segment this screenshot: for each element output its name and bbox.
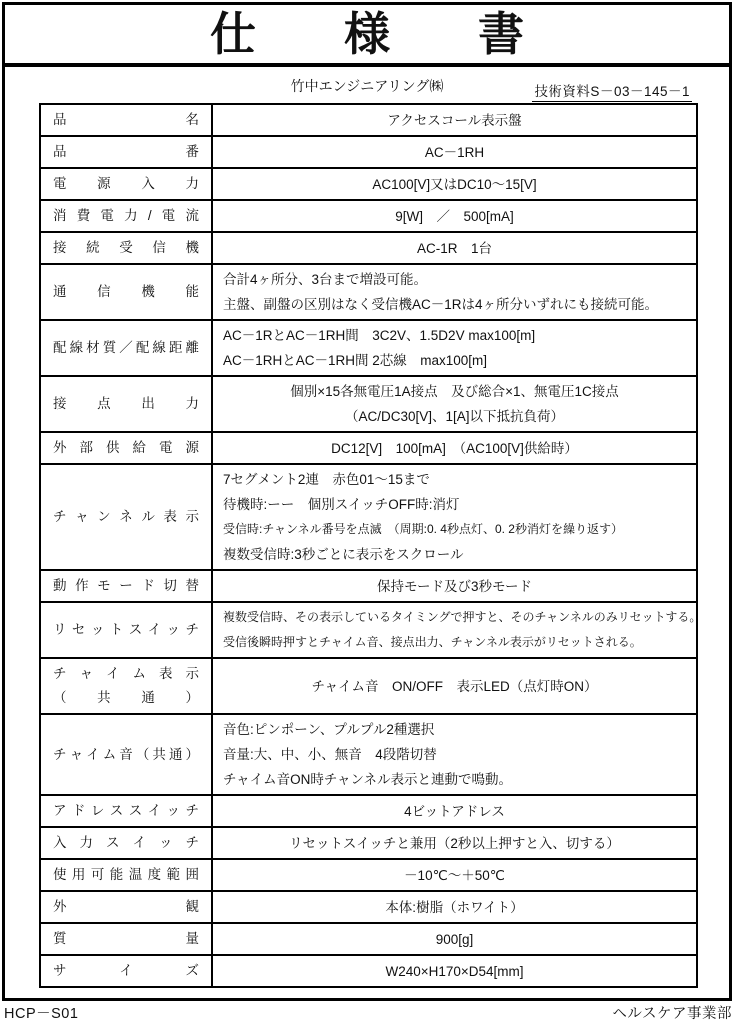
row-label-line: 外 観 xyxy=(53,899,199,914)
page-title-box xyxy=(5,5,729,65)
row-label-line: サ イ ズ xyxy=(53,963,199,978)
title-char: 書 xyxy=(478,8,524,60)
table-row xyxy=(41,321,696,377)
row-label-line: 通 信 機 能 xyxy=(53,284,199,299)
row-label-line: 使 用 可 能 温 度 範 囲 xyxy=(53,867,199,882)
row-label xyxy=(41,828,213,858)
table-row xyxy=(41,715,696,796)
row-label xyxy=(41,201,213,231)
row-label-line: （ 共 通 ） xyxy=(53,690,199,705)
row-value xyxy=(213,265,696,319)
table-row xyxy=(41,201,696,233)
row-value-line: 合計4ヶ所分、3台まで増設可能。 xyxy=(223,272,428,287)
row-label xyxy=(41,924,213,954)
row-value xyxy=(213,465,696,569)
page-title xyxy=(210,8,524,60)
row-value-line: 9[W] ／ 500[mA] xyxy=(395,208,514,224)
row-value-line: 4ビットアドレス xyxy=(404,803,505,819)
row-value-line: 音量:大、中、小、無音 4段階切替 xyxy=(223,747,437,762)
row-label-line: 消 費 電 力 / 電 流 xyxy=(53,208,199,223)
row-label-line: ア ド レ ス ス イ ッ チ xyxy=(53,803,199,818)
row-label xyxy=(41,715,213,794)
row-label xyxy=(41,265,213,319)
spec-sheet-frame xyxy=(2,2,732,1001)
title-char: 様 xyxy=(344,8,390,60)
row-value xyxy=(213,860,696,890)
row-label-line: リ セ ッ ト ス イ ッ チ xyxy=(53,622,199,637)
row-value xyxy=(213,956,696,986)
row-value-line: 7セグメント2連 赤色01～15まで xyxy=(223,472,430,487)
row-value-line: 待機時:ーー 個別スイッチOFF時:消灯 xyxy=(223,497,460,512)
table-row xyxy=(41,465,696,571)
spec-sheet-body xyxy=(5,65,729,979)
row-value-line: AC－1RH xyxy=(424,144,485,160)
row-label-line: 品 名 xyxy=(53,112,199,127)
table-row xyxy=(41,105,696,137)
row-value-line: 個別×15各無電圧1A接点 及び総合×1、無電圧1C接点 xyxy=(290,384,619,399)
row-value xyxy=(213,796,696,826)
table-row xyxy=(41,169,696,201)
row-value-line: AC100[V]又はDC10～15[V] xyxy=(372,176,537,192)
row-value xyxy=(213,321,696,375)
row-label-line: 動 作 モ ー ド 切 替 xyxy=(53,578,199,593)
row-label xyxy=(41,796,213,826)
table-row xyxy=(41,265,696,321)
row-label xyxy=(41,860,213,890)
row-value-line: 受信後瞬時押すとチャイム音、接点出力、チャンネル表示がリセットされる。 xyxy=(223,635,642,649)
row-label-line: 電 源 入 力 xyxy=(53,176,199,191)
row-label xyxy=(41,571,213,601)
row-label xyxy=(41,105,213,135)
row-value-line: AC－1RとAC－1RH間 3C2V、1.5D2V max100[m] xyxy=(223,328,536,343)
row-value-line: 音色:ピンポーン、プルプル2種選択 xyxy=(223,722,435,737)
row-value-line: －10℃～＋50℃ xyxy=(404,867,505,883)
row-label xyxy=(41,233,213,263)
row-value xyxy=(213,571,696,601)
row-label xyxy=(41,169,213,199)
table-row xyxy=(41,377,696,433)
row-value-line: 900[g] xyxy=(435,931,474,947)
row-label-line: 接 点 出 力 xyxy=(53,396,199,411)
table-row xyxy=(41,233,696,265)
row-value xyxy=(213,659,696,713)
table-row xyxy=(41,956,696,986)
row-value-line: （AC/DC30[V]、1[A]以下抵抗負荷） xyxy=(344,409,565,424)
row-value-line: AC-1R 1台 xyxy=(416,240,492,256)
table-row xyxy=(41,571,696,603)
doc-code: HCP－S01 xyxy=(4,1006,79,1022)
table-row xyxy=(41,796,696,828)
row-value-line: 複数受信時、その表示しているタイミングで押すと、そのチャンネルのみリセットする。 xyxy=(223,610,702,624)
row-value-line: AC－1RHとAC－1RH間 2芯線 max100[m] xyxy=(223,353,488,368)
table-row xyxy=(41,860,696,892)
row-label-line: 外 部 供 給 電 源 xyxy=(53,440,199,455)
row-label-line: 接 続 受 信 機 xyxy=(53,240,199,255)
row-label xyxy=(41,465,213,569)
row-label-line: 品 番 xyxy=(53,144,199,159)
tech-ref-number: 技術資料S－03－145－1 xyxy=(532,80,692,102)
row-value xyxy=(213,105,696,135)
row-value xyxy=(213,603,702,657)
row-value xyxy=(213,828,696,858)
table-row xyxy=(41,659,696,715)
row-value xyxy=(213,137,696,167)
division-name: ヘルスケア事業部 xyxy=(612,1006,732,1022)
row-value-line: 受信時:チャンネル番号を点滅 （周期:0. 4秒点灯、0. 2秒消灯を繰り返す） xyxy=(223,522,623,536)
row-label xyxy=(41,956,213,986)
row-value-line: 本体:樹脂（ホワイト） xyxy=(385,899,524,915)
row-value xyxy=(213,201,696,231)
row-value-line: アクセスコール表示盤 xyxy=(387,112,522,128)
table-row xyxy=(41,924,696,956)
row-value-line: リセットスイッチと兼用（2秒以上押すと入、切する） xyxy=(289,835,620,851)
row-value xyxy=(213,433,696,463)
row-value-line: 主盤、副盤の区別はなく受信機AC－1Rは4ヶ所分いずれにも接続可能。 xyxy=(223,297,659,312)
company-name: 竹中エンジニアリング㈱ xyxy=(290,78,444,94)
row-label-line: チ ャ ン ネ ル 表 示 xyxy=(53,509,199,524)
row-value-line: W240×H170×D54[mm] xyxy=(385,963,524,979)
row-value xyxy=(213,169,696,199)
row-label-line: チ ャ イ ム 音 （ 共 通 ） xyxy=(53,746,199,762)
row-value xyxy=(213,892,696,922)
row-value xyxy=(213,924,696,954)
row-value-line: DC12[V] 100[mA] （AC100[V]供給時） xyxy=(331,440,578,456)
row-label xyxy=(41,137,213,167)
row-label xyxy=(41,892,213,922)
row-value-line: チャイム音 ON/OFF 表示LED（点灯時ON） xyxy=(311,678,598,694)
row-label-line: 質 量 xyxy=(53,931,199,946)
row-label xyxy=(41,377,213,431)
row-label xyxy=(41,321,213,375)
title-char: 仕 xyxy=(210,8,256,60)
table-row xyxy=(41,603,702,659)
row-value xyxy=(213,715,696,794)
row-label xyxy=(41,659,213,713)
row-value xyxy=(213,233,696,263)
table-row xyxy=(41,892,696,924)
row-value-line: チャイム音ON時チャンネル表示と連動で鳴動。 xyxy=(223,772,513,787)
row-label xyxy=(41,433,213,463)
row-value-line: 複数受信時:3秒ごとに表示をスクロール xyxy=(223,547,464,562)
row-value-line: 保持モード及び3秒モード xyxy=(377,578,532,594)
table-row xyxy=(41,433,696,465)
page-footer xyxy=(4,1002,732,1023)
row-label-line: チ ャ イ ム 表 示 xyxy=(53,666,199,681)
table-row xyxy=(41,137,696,169)
row-label-line: 配 線 材 質 ／ 配 線 距 離 xyxy=(53,340,199,355)
row-label xyxy=(41,603,213,657)
spec-table xyxy=(39,103,702,988)
row-label-line: 入 力 ス イ ッ チ xyxy=(53,835,199,850)
table-row xyxy=(41,828,696,860)
row-value xyxy=(213,377,696,431)
